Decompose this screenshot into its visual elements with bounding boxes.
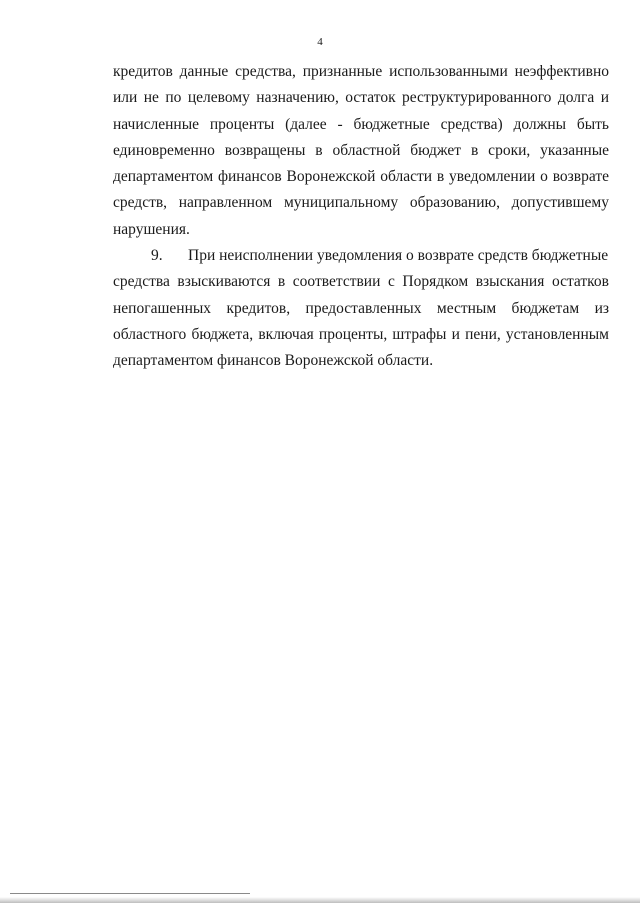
text-line: нарушения. bbox=[113, 220, 190, 238]
text-line: средства взыскиваются в соответствии с Порядком взыскания остатков bbox=[113, 273, 609, 291]
paragraph-continued bbox=[113, 59, 609, 243]
text-line: средств, направленном муниципальному образованию, допустившему bbox=[113, 194, 609, 212]
page-number: 4 bbox=[317, 36, 323, 48]
item-first-line bbox=[113, 243, 609, 269]
text-line: При неисполнении уведомления о возврате средств бюджетные bbox=[188, 247, 609, 265]
text-line: департаментом финансов Воронежской области в уведомлении о возврате bbox=[113, 168, 609, 186]
document-body bbox=[113, 59, 609, 375]
scan-artifact-line bbox=[10, 893, 250, 894]
text-line: или не по целевому назначению, остаток реструктурированного долга и bbox=[113, 89, 609, 107]
item-9 bbox=[113, 243, 609, 374]
text-line: начисленные проценты (далее - бюджетные средства) должны быть bbox=[113, 115, 609, 133]
text-line: кредитов данные средства, признанные использованными неэффективно bbox=[113, 63, 609, 80]
item-number: 9. bbox=[151, 247, 163, 265]
text-line: департаментом финансов Воронежской области. bbox=[113, 352, 434, 370]
text-line: областного бюджета, включая проценты, штрафы и пени, установленным bbox=[113, 325, 609, 343]
text-line: единовременно возвращены в областной бюджет в сроки, указанные bbox=[113, 141, 609, 159]
scan-artifact-edge bbox=[0, 897, 640, 903]
text-line: непогашенных кредитов, предоставленных местным бюджетам из bbox=[113, 299, 609, 317]
